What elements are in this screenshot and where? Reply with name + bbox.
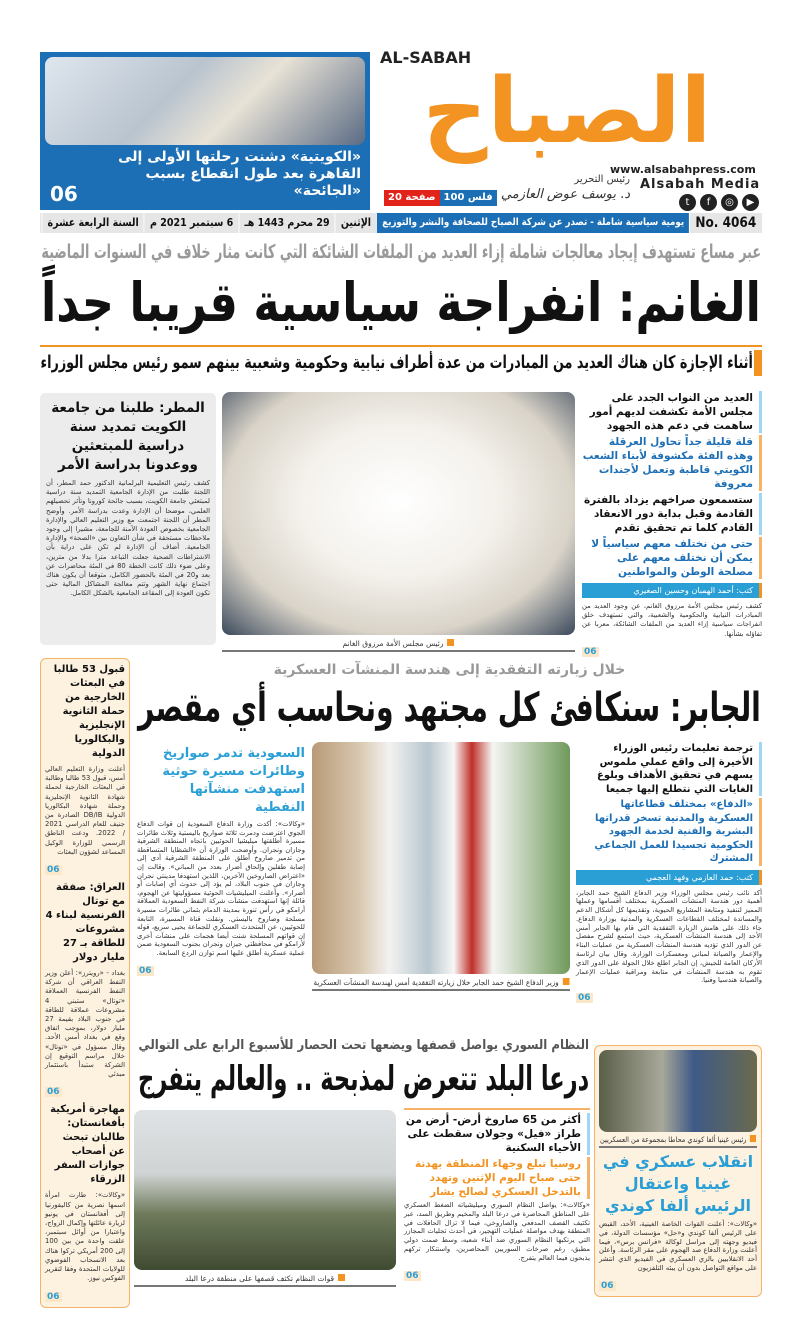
article-body: كشف رئيس مجلس الأمة مرزوق الغانم، عن وجود العديد من المبادرات النيابية والحكومية والشعبية، والتي تستهدف خلق انفراجات سياسية إزاء العديد من الملفات الشائكة، معربا عن تفاؤله بشأنها. xyxy=(582,602,762,638)
logo-en: AL-SABAH xyxy=(380,48,472,67)
teaser-title: «الكويتية» دشنت رحلتها الأولى إلى القاهرة بعد طول انقطاع بسبب «الجائحة» xyxy=(118,149,361,199)
daraa-column xyxy=(404,1108,590,1282)
lead-subhead: أثناء الإجازة كان هناك العديد من المبادرات من عدة أطراف نيابية وحكومية وشعبية بينهم سمو رئيس مجلس الوزراء xyxy=(40,353,754,373)
subhead-marker xyxy=(754,350,762,376)
sidebar xyxy=(40,658,130,1308)
article-body: كشف رئيس التعليمية البرلمانية الدكتور حمد المطر، أن اللجنة طلبت من الإدارة الجامعية التمديد سنة دراسية لمبتعثي جامعة الكويت، بسبب جائحة كورونا وتأثر تحصيلهم العلمي، موضحا أن الإدارة وعدت بدراسة الأمر. وأوضح المطر أن اللجنة اجتمعت مع وزير التعليم العالي والإدارة الجامعية بخصوص العودة الآمنة للجامعة، مشيرا إلى وجود ملاحظات مستحقة في شأن التعاون بين «الصحة» والإدارة الجامعية. أضاف أن الإدارة لم تكن على دراية بأن الاشتراطات الصحية جعلت التباعد مترا بدلا من مترين، وعلى ضوء ذلك كانت الخطة 80 في المئة محاضرات عن بعد و20 في المئة بالحضور الكامل، متوقعا أن يكون هناك اجتماع نهاية الشهر وتتم معالجة المشاكل المالية حتى تكون العودة إلى المقاعد الجامعية بالشكل الكامل. xyxy=(46,479,210,598)
jaber-headline-box xyxy=(137,682,762,734)
jaber-headline[interactable]: الجابر: سنكافئ كل مجتهد ونحاسب أي مقصر xyxy=(138,685,761,731)
page-ref[interactable]: 06 xyxy=(47,1291,60,1302)
daraa-headline-box xyxy=(137,1056,590,1102)
page-ref[interactable]: 06 xyxy=(406,1270,419,1281)
page-ref[interactable]: 06 xyxy=(601,1280,614,1291)
sidebar-headline[interactable]: قبول 53 طالبا في البعثات الخارجية من حملة الثانوية الإنجليزية والبكالوريا الدولية xyxy=(53,664,125,759)
media-label: Alsabah Media xyxy=(640,177,761,192)
page-ref[interactable]: 06 xyxy=(47,1087,60,1098)
youtube-icon[interactable]: ▶ xyxy=(742,194,759,211)
page-ref[interactable]: 06 xyxy=(578,993,591,1004)
sidebar-headline[interactable]: مهاجرة أمريكية بأفغانستان: طالبان تبحث عن أصحاب جوازات السفر الزرقاء xyxy=(50,1104,125,1186)
divider xyxy=(40,345,762,347)
daraa-kicker-box xyxy=(137,1036,590,1054)
photo-caption: رئيس غينيا ألفا كوندي محاطا بمجموعة من العسكريين xyxy=(599,1134,757,1148)
article-body: أكد نائب رئيس مجلس الوزراء وزير الدفاع الشيخ حمد الجابر، أهمية دور هندسة المنشآت العسكرية بمختلف أقسامها وعملها المميز لتنفيذ ومتابعة المشاريع الحيوية، وتقديمها كل أشكال الدعم والمساندة لمختلف القطاعات العسكرية والمدنية بوزارة الدفاع. جاء ذلك على هامش الزيارة التفقدية التي قام بها الجابر أمس الأحد إلى هندسة المنشآت العسكرية، حيث استمع لشرح مفصل عن الدور الذي تؤديه هندسة المنشآت العسكرية من عمليات البناء والإعمار والصيانة لمباني ومعسكرات الوزارة. وقال بيان لرئاسة الأركان العامة للجيش، إن الجابر اطلع خلال الجولة على الدور الذي تقوم به هندسة المنشآت في متابعة ومراقبة عمليات الإعمار والصيانة هندسيا وفنيا. xyxy=(576,888,762,985)
lead-kicker-box xyxy=(40,239,762,265)
price-box xyxy=(384,190,497,206)
logo: الصباح xyxy=(422,59,712,164)
article-body: «وكالات»: طارت امرأة اسمها نصرية من كاليفورنيا إلى أفغانستان في يونيو لزيارة عائلتها وإكمال الزواج، واعتبارا من أوائل سبتمبر، علقت واحدة من بين 100 إلى 200 أمريكي تركوا هناك بعد الانسحاب الفوضوي للولايات المتحدة وفقا لتقرير الفوكس نيوز. xyxy=(45,1191,125,1283)
page-ref[interactable]: 06 xyxy=(584,646,597,657)
lead-bullets xyxy=(582,391,762,658)
lead-kicker: عبر مساع تستهدف إيجاد معالجات شاملة إزاء العديد من الملفات الشائكة التي كانت مثار خلاف في السنوات الماضية xyxy=(41,241,761,263)
teaser-page: 06 xyxy=(50,182,78,206)
bullet: ترجمة تعليمات رئيس الوزراء الأخيرة إلى واقع عملي ملموس يسهم في تحقيق الأهداف وبلوغ الغايات التي نتطلع إليها جميعا xyxy=(576,742,762,796)
teaser-box[interactable] xyxy=(40,52,370,210)
sidebar-headline[interactable]: العراق: صفقة مع توتال الفرنسية لبناء 4 مشروعات للطاقة بـ 27 مليار دولار xyxy=(45,882,125,964)
photo-caption: وزير الدفاع الشيخ حمد الجابر خلال زيارته التفقدية أمس لهندسة المنشآت العسكرية xyxy=(312,977,570,991)
article-body: «وكالات»: أكدت وزارة الدفاع السعودية إن قوات الدفاع الجوي اعترضت ودمرت ثلاثة صواريخ باليستية وثلاث طائرات مسيرة أطلقتها ميليشيا الحوثيين باتجاه المنطقة الشرقية وجازان ونجران. وأوضحت الوزارة أن «الشظايا المتساقطة من تدمير صاروخ أطلق على المنطقة الشرقية أدى إلى إصابة طفلين وإلحاق أضرار بعدد من المباني». وقالت إن «اعتراض الصاروخين الآخرين، اللذين استهدفا مدينتي نجران وجازان في جنوب البلاد، لم يؤد إلى حدوث أي إصابات أو أضرار». وأعلنت الميليشيات الحوثية مسؤوليتها عن الهجوم، قائلة إنها استهدفت منشآت شركة النفط السعودية العملاقة أرامكو في رأس تنورة بمدينة الدمام بثماني طائرات مسيرة مسلحة وصاروخ باليستي. ونقلت قناة المسيرة، التابعة للحوثيين، عن المتحدث العسكري للجماعة يحيى سريع، قوله إن قواتهم المسلحة شنت أيضا هجمات على منشآت أخرى لأرامكو في محافظتي جيزان ونجران بجنوب السعودية ضمن عملية عسكرية أطلق عليها اسم توازن الردع السابعة. xyxy=(137,820,305,957)
jaber-column xyxy=(576,742,762,1004)
page-ref[interactable]: 06 xyxy=(47,865,60,876)
photo-caption: قوات النظام تكثف قصفها على منطقة درعا البلد xyxy=(134,1273,396,1287)
bullet: العديد من النواب الجدد على مجلس الأمة تكشفت لديهم أمور ساهمت في دعم هذه الجهود xyxy=(582,391,762,433)
bullet: حتى من نختلف معهم سياسياً لا يمكن أن نختلف معهم على مصلحة الوطن والمواطنين xyxy=(582,537,762,579)
day: الإثنين xyxy=(334,213,375,233)
website-link[interactable]: www.alsabahpress.com xyxy=(610,163,756,176)
saudi-headline: السعودية تدمر صواريخ وطائرات مسيرة حوثية استهدفت منشآتها النفطية xyxy=(162,746,305,815)
instagram-icon[interactable]: ◎ xyxy=(721,194,738,211)
guinea-photo xyxy=(599,1050,757,1132)
gregorian-date: 6 سبتمبر 2021 م xyxy=(143,213,238,233)
issue-number: No. 4064 xyxy=(689,213,761,233)
editor-signature xyxy=(495,174,630,203)
lead-photo xyxy=(222,392,575,635)
tagline: يومية سياسية شاملة - تصدر عن شركة الصباح للصحافة والنشر والتوزيع xyxy=(376,213,689,233)
saudi-story[interactable] xyxy=(137,745,305,977)
byline: كتب: أحمد الهمبان وحسين الصغيري xyxy=(582,583,762,598)
editor-name: د. يوسف عوض العازمي xyxy=(500,187,630,202)
daraa-kicker: النظام السوري يواصل قصفها ويضعها تحت الحصار للأسبوع الرابع على التوالي xyxy=(138,1037,589,1053)
pages-count: 20 صفحة xyxy=(384,190,440,206)
photo-caption: رئيس مجلس الأمة مرزوق الغانم xyxy=(222,638,575,652)
article-body: أعلنت وزارة التعليم العالي أمس، قبول 53 طالبا وطالبة في البعثات الخارجية لحملة شهادة الثانوية الإنجليزية وحملة شهادة البكالوريا الدولية DB/IB الصادرة من جنيف للعام الدراسي 2021 / 2022. ودعت الناطق الرسمي للوزارة الوكيل المساعد لشؤون البعثات xyxy=(45,765,125,856)
hijri-date: 29 محرم 1443 هـ xyxy=(238,213,334,233)
daraa-photo xyxy=(134,1110,396,1270)
article-body: «وكالات»: أعلنت القوات الخاصة الغينية، الأحد، القبض على الرئيس ألفا كوندي و«حل» مؤسسات الدولة، في فيديو وجهته إلى مراسل لوكالة «فرانس برس»، فيما أعلنت وزارة الدفاع صد الهجوم على مقر الرئاسة. وأعلن أحد الانقلابيين بالزي العسكري في الفيديو الذي انتشر على مواقع التواصل بدون أن يبثه التلفزيون xyxy=(599,1220,757,1272)
byline: كتب: حمد العازمي وفهد العجمي xyxy=(576,870,762,885)
editor-title: رئيس التحرير xyxy=(574,174,630,185)
lead-subhead-box xyxy=(40,350,754,376)
info-bar-row xyxy=(41,213,761,233)
article-body: «وكالات»: يواصل النظام السوري وميليشياته الضغط العسكري على المناطق المحاصرة في درعا البلد والمخيم وطريق السد، عبر تكثيف القصف المدفعي والصاروخي، فيما لا تزال الحافلات في المنطقة بهدف مواصلة عمليات التهجير، في أحدث تجليات المجازر التي يرتكبها النظام السوري ضد أبناء شعبه، وسط صمت دولي مطبق، رغم صرخات السوريين المحاصرين، واستنكار تركهم يذبحون فيما العالم يتفرج. xyxy=(404,1201,590,1262)
page-ref[interactable]: 06 xyxy=(139,965,152,976)
bullet: أكثر من 65 صاروخ أرض- أرض من طراز «فيل» وجولان سقطت على الأحياء السكنية xyxy=(404,1113,590,1155)
guinea-headline: انقلاب عسكري في غينيا واعتقال الرئيس ألفا كوندي xyxy=(602,1152,754,1215)
year: السنة الرابعة عشرة xyxy=(41,213,143,233)
matar-story[interactable] xyxy=(40,393,216,645)
jaber-kicker: خلال زيارته التفقدية إلى هندسة المنشآت العسكرية xyxy=(273,662,626,678)
matar-headline: المطر: طلبنا من جامعة الكويت تمديد سنة دراسية للمبتعثين ووعدونا بدراسة الأمر xyxy=(51,400,205,473)
price: 100 فلس xyxy=(440,190,497,206)
teaser-photo xyxy=(45,57,365,145)
lead-headline-box xyxy=(40,270,762,336)
logo-box xyxy=(372,59,762,164)
twitter-icon[interactable]: t xyxy=(679,194,696,211)
jaber-kicker-box xyxy=(137,660,762,680)
info-bar xyxy=(40,213,762,233)
article-body: بغداد - «رويترز»: أعلن وزير النفط العراقي أن شركة النفط الفرنسية العملاقة «توتال» ستبني 4 مشروعات عملاقة للطاقة في جنوب البلاد بقيمة 27 مليار دولار، بموجب اتفاق وقع في بغداد أمس الأحد. وقال مسؤول في «توتال» خلال مراسم التوقيع إن الشركة ستبدأ باستثمار مبدئي xyxy=(45,969,125,1079)
daraa-headline[interactable]: درعا البلد تتعرض لمذبحة .. والعالم يتفرج xyxy=(137,1059,590,1099)
bullet: «الدفاع» بمختلف قطاعاتها العسكرية والمدنية تسخر قدراتها البشرية والفنية لخدمة الجهود الحكومية تجسيدا للعمل الجماعي المشترك xyxy=(576,798,762,866)
bullet: ستسمعون صراخهم يزداد بالفترة القادمة وقبل بداية دور الانعقاد القادم كلما تم تحقيق تقدم xyxy=(582,493,762,535)
guinea-story[interactable] xyxy=(594,1045,762,1297)
bullet: قلة قليلة جداً تحاول العرقلة وهذه الفئة مكشوفة لأبناء الشعب الكويتي قاطبة وتعمل لأجندات معروفة xyxy=(582,435,762,491)
facebook-icon[interactable]: f xyxy=(700,194,717,211)
bullet: روسيا تبلغ وجهاء المنطقة بهدنة حتى صباح اليوم الإثنين وتهدد بالتدخل العسكري لصالح بشار xyxy=(404,1157,590,1199)
jaber-photo xyxy=(312,742,570,974)
lead-headline[interactable]: الغانم: انفراجة سياسية قريبا جداً xyxy=(41,271,761,334)
